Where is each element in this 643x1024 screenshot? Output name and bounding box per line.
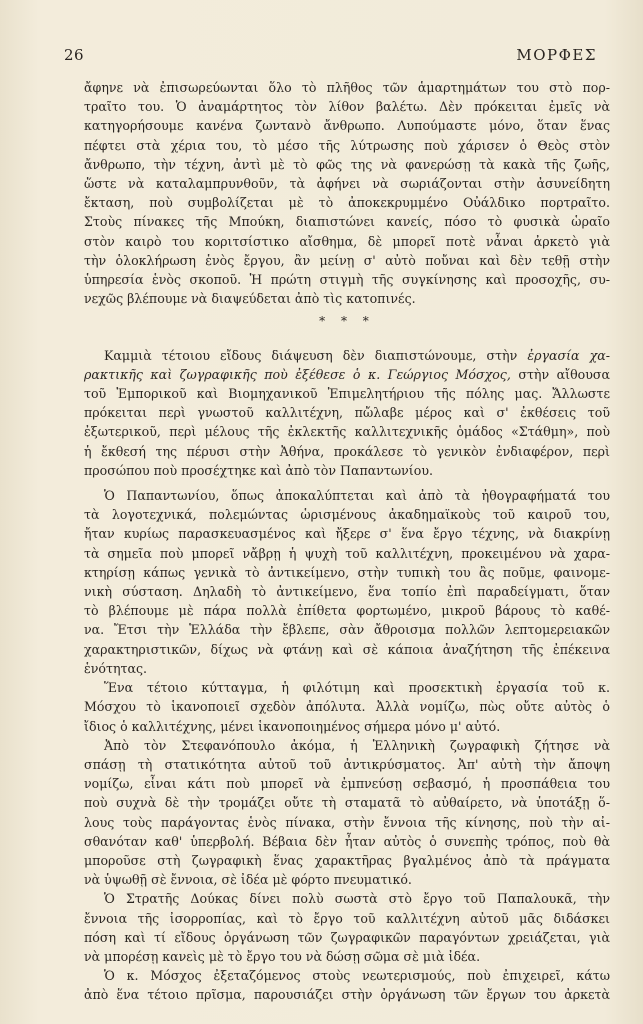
text-line: ἤταν κυρίως παρασκευασμένος καὶ ἤξερε σ' ἕνα ἔργο τέχνης, νὰ διακρίνῃ [84, 526, 610, 542]
paragraph-3 [84, 486, 610, 678]
exhibition-title-italic: ἐργασία χα- [527, 347, 610, 363]
running-title: ΜΟΡΦΕΣ [516, 46, 597, 64]
text-line: προσώπου ποὺ προσέχτηκε καὶ ἀπὸ τὸν Παπαντωνίου. [84, 462, 433, 478]
text-line: στὸν καιρὸ του κοριτσίστικο αἴσθημα, δὲ μπορεῖ ποτὲ νἆναι ἀρκετὸ γιὰ [84, 233, 610, 249]
text-run: Καμμιὰ τέτοιου εἴδους διάψευση δὲν διαπιστώνουμε, στὴν [104, 347, 528, 363]
text-line: Ὁ κ. Μόσχος ἐξεταζόμενος στοὺς νεωτερισμούς, ποὺ ἐπιχειρεῖ, κάτω [104, 968, 610, 984]
text-line: νεχῶς βλέπουμε νὰ διαψεύδεται ἀπὸ τὶς κατοπινές. [84, 291, 416, 307]
text-line: τοῦ Ἐμπορικοῦ καὶ Βιομηχανικοῦ Ἐπιμελητήριου τῆς πόλης μας. Ἄλλωστε [84, 386, 610, 402]
text-line: Ὁ Στρατῆς Δούκας δίνει πολὺ σωστὰ στὸ ἔργο τοῦ Παπαλουκᾶ, τὴν [104, 891, 610, 907]
text-line: Στοὺς πίνακες τῆς Μπούκη, διαπιστώνει κανείς, πόσο τὸ φυσικὰ ὡραῖο [84, 214, 610, 230]
article-body [84, 78, 610, 1005]
text-line [84, 346, 610, 365]
text-line: ἐξωτερικοῦ, περὶ μέλους τῆς ἐκλεκτῆς καλλιτεχνικῆς ὁμάδος «Στάθμη», ποὺ [84, 424, 610, 440]
exhibition-title-italic: ρακτικῆς καὶ ζωγραφικῆς ποὺ ἐξέθεσε ὁ κ. Γεώργιος Μόσχος, [84, 366, 511, 382]
text-line: λους τοὺς παράγοντας ἑνὸς πίνακα, στὴν ἔννοια τῆς κίνησης, ποὺ τὴν αἰ- [84, 814, 610, 830]
text-line: ἔννοια τῆς ἰσορροπίας, καὶ τὸ ἔργο τοῦ καλλιτέχνη αὐτοῦ μᾶς διδάσκει [84, 910, 610, 926]
text-line: ἡ ἔκθεσή της πέρυσι στὴν Ἀθήνα, προκάλεσε τὸ γενικὸν ἐνδιαφέρον, περὶ [84, 443, 610, 459]
text-run: στὴν αἴθουσα [510, 366, 610, 382]
text-line [84, 365, 610, 384]
text-line: ποὺ συχνὰ δὲ τὴν τρομάζει οὔτε τὴ σταματᾶ τὸ αὐθαίρετο, νὰ ὑποτάξῃ ὅ- [84, 795, 610, 811]
text-line: νὰ μπορέσῃ κανεὶς μὲ τὸ ἔργο του νὰ δώσῃ σῶμα σὲ μιὰ ἰδέα. [84, 948, 481, 964]
text-line: κατηγορήσουμε κανένα ζωντανὸ ἄνθρωπο. Λυπούμαστε μόνο, ὅταν ἕνας [84, 118, 610, 134]
text-line: πρόκειται περὶ γνωστοῦ καλλιτέχνη, πὤλαβε μέρος καὶ σ' ἐκθέσεις τοῦ [84, 405, 610, 421]
text-line: τὰ λογοτεχνικά, πολεμώντας ὡρισμένους ἀκαδημαϊκοὺς τοῦ καιροῦ του, [84, 507, 610, 523]
text-line: νὰ ὑψωθῇ σὲ ἔννοια, σὲ ἰδέα μὲ φόρτο πνευματικό. [84, 872, 412, 888]
text-line: Ἀπὸ τὸν Στεφανόπουλο ἀκόμα, ἡ Ἑλληνικὴ ζωγραφικὴ ζήτησε νὰ [104, 737, 610, 753]
text-line: ὥστε νὰ καταλαμπρυνθοῦν, τὰ ἀφήνει νὰ σωριάζονται στὴν ἀσυνείδητη [84, 176, 610, 192]
page-number: 26 [64, 46, 85, 64]
text-line: να. Ἔτσι τὴν Ἑλλάδα τὴν ἔβλεπε, σὰν ἄθροισμα πολλῶν λεπτομερειακῶν [84, 622, 610, 638]
text-line: ἑνότητας. [84, 660, 148, 676]
text-line: ἔκταση, ποὺ συμβολίζεται μὲ τὸ ἀποκεκρυμμένο Οὐάλδικο πορτραῖτο. [84, 195, 610, 211]
text-line: τὴν ὁλοκλήρωση ἑνὸς ἔργου, ἂν μείνῃ σ' αὐτὸ ποὔναι καὶ δὲν τεθῇ στὴν [84, 252, 610, 268]
text-line: τὰ σημεῖα ποὺ μπορεῖ νἄβρῃ ἡ ψυχὴ τοῦ καλλιτέχνη, προκειμένου νὰ χαρα- [84, 545, 610, 561]
text-line: χαρακτηριστικῶν, δίχως νὰ φτάνῃ καὶ σὲ κάποια ἀναζήτηση τῆς ἐπέκεινα [84, 641, 610, 657]
paragraph-7 [84, 966, 610, 1004]
section-separator: * * * [319, 314, 375, 329]
text-line: σθανόταν καθ' ὑπερβολή. Βέβαια δὲν ἦταν αὐτὸς ὁ συνεπὴς τρόπος, ποὺ θὰ [84, 833, 610, 849]
text-line: τραῖτο του. Ὁ ἀναμάρτητος τὸν λίθον βαλέτω. Δὲν πρόκειται ἐμεῖς νὰ [84, 99, 610, 115]
text-line: πέφτει στὰ χέρια του, τὸ μέσο τῆς λύτρωσης ποὺ χάρισεν ὁ Θεὸς στὸν [84, 137, 610, 153]
text-line: ἴδιος ὁ καλλιτέχνης, μένει ἱκανοποιημένος σήμερα μόνο μ' αὐτό. [84, 718, 501, 734]
paragraph-1 [84, 78, 610, 308]
paragraph-6 [84, 889, 610, 966]
text-line: Ἕνα τέτοιο κύτταγμα, ἡ φιλότιμη καὶ προσεκτικὴ ἐργασία τοῦ κ. [104, 680, 610, 696]
text-line: ἄφηνε νὰ ἐπισωρεύωνται ὅλο τὸ πλῆθος τῶν ἁμαρτημάτων του στὸ πορ- [84, 80, 610, 95]
text-line: Ὁ Παπαντωνίου, ὅπως ἀποκαλύπτεται καὶ ἀπὸ τὰ ἠθογραφήματά του [104, 488, 610, 504]
text-line: σπάσῃ τὴ στατικότητα αὐτοῦ τοῦ ἀντικρύσματος. Ἀπ' αὐτὴ τὴν ἄποψη [84, 756, 610, 772]
text-line: ἄνθρωπο, τὴν τέχνη, ἀντὶ μὲ τὸ φῶς της νὰ φανερώσῃ τὰ κακὰ τῆς ζωῆς, [84, 156, 610, 172]
text-line: νικὴ σύσταση. Δηλαδὴ τὸ ἀντικείμενο, ἕνα τοπίο ἐπὶ παραδείγματι, ὅταν [84, 584, 610, 600]
paragraph-5 [84, 736, 610, 890]
paragraph-4 [84, 678, 610, 736]
text-line: τὸ βλέπουμε μὲ πάρα πολλὰ ἐπίθετα φορτωμένο, μικροῦ βάρους τὸ καθέ- [84, 603, 610, 619]
text-line: Μόσχου τὸ ἱκανοποιεῖ σχεδὸν ἀπόλυτα. Ἀλλὰ νομίζω, πὼς οὔτε αὐτὸς ὁ [84, 699, 610, 715]
paragraph-2 [84, 346, 610, 480]
text-line: κτηρίσῃ κάπως γενικὰ τὸ ἀντικείμενο, στὴν τυπικὴ του ἂς ποῦμε, φαινομε- [84, 564, 610, 580]
text-line: ἀπὸ ἕνα τέτοιο πρῖσμα, παρουσιάζει στὴν ὀργάνωση τῶν ἔργων του ἀρκετὰ [84, 987, 610, 1003]
text-line: μποροῦσε στὴ ζωγραφικὴ ἕνας χαρακτῆρας βγαλμένος ἀπὸ τὰ πράγματα [84, 852, 610, 868]
text-line: νομίζω, εἶναι κάτι ποὺ μπορεῖ νὰ ἐμπνεύσῃ σεβασμό, ἡ προσπάθεια του [84, 776, 610, 792]
text-line: ὑπηρεσία ἑνὸς σκοποῦ. Ἡ πρώτη στιγμὴ τῆς συγκίνησης καὶ προσοχῆς, συ- [84, 272, 610, 288]
page-header [64, 46, 597, 68]
text-line: πόση καὶ τί εἴδους ὀργάνωση τῶν ζωγραφικῶν παραγόντων χρειάζεται, γιὰ [84, 929, 610, 945]
